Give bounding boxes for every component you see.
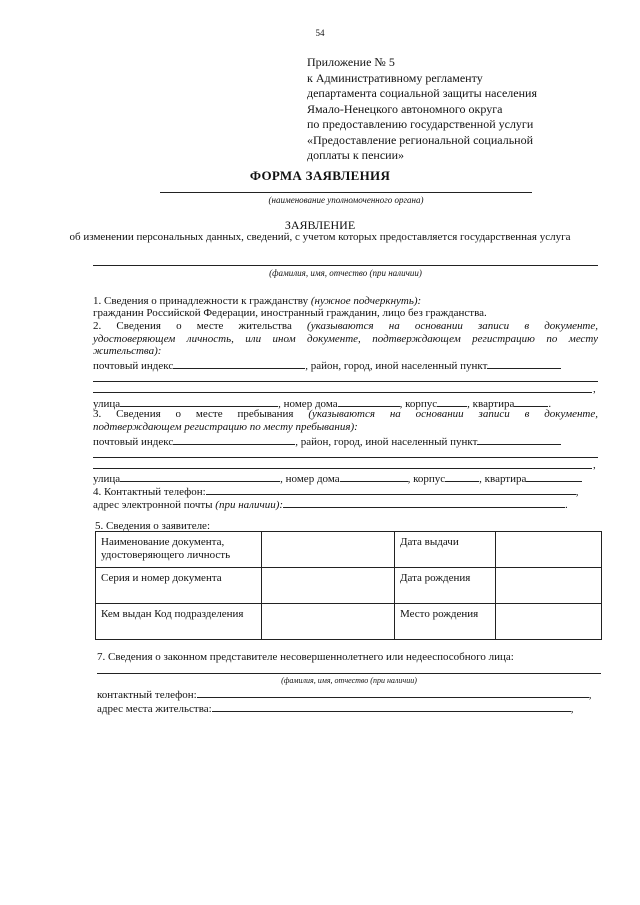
district-label: , район, город, иной населенный пункт [305, 360, 488, 372]
email-label: адрес электронной почты [93, 499, 213, 511]
rep-fio-caption: (фамилия, имя, отчество (при наличии) [281, 676, 417, 685]
building-label: , корпус [399, 398, 438, 410]
issued-by-label: Кем выдан Код подразделения [96, 604, 262, 640]
comma: , [575, 486, 579, 498]
appendix-line: доплаты к пенсии» [307, 148, 405, 162]
rep-phone-label: контактный телефон: [97, 689, 197, 701]
doc-name-value[interactable] [262, 532, 395, 568]
residence-line-1[interactable] [93, 381, 598, 382]
birth-place-label: Место рождения [395, 604, 496, 640]
rep-address-row [97, 701, 573, 716]
postal-label: почтовый индекс [93, 360, 174, 372]
section2-hint: (указываются на основании записи в документе, [307, 320, 598, 332]
section3-label [93, 408, 598, 421]
apartment-label: , квартира [479, 473, 527, 485]
postal-field[interactable] [173, 358, 305, 369]
house-field[interactable] [338, 396, 400, 407]
table-row [96, 532, 602, 568]
doc-number-label: Серия и номер документа [96, 568, 262, 604]
birth-place-value[interactable] [496, 604, 602, 640]
contact-phone-label: 4. Контактный телефон: [93, 486, 206, 498]
house-field[interactable] [340, 471, 408, 482]
contact-phone-field[interactable] [206, 484, 576, 495]
postal-field[interactable] [173, 434, 295, 445]
appendix-line: «Предоставление региональной социальной [307, 132, 534, 147]
section3-hint: (указываются на основании записи в документе, [308, 408, 598, 420]
form-title: ФОРМА ЗАЯВЛЕНИЯ [249, 168, 391, 183]
appendix-line: по предоставлению государственной услуги [307, 117, 534, 131]
rep-address-label: адрес места жительства: [97, 703, 212, 715]
apartment-field[interactable] [514, 396, 548, 407]
apartment-label: , квартира [467, 398, 515, 410]
section5-label: 5. Сведения о заявителе: [95, 520, 211, 532]
building-field[interactable] [437, 396, 467, 407]
statement-title: ЗАЯВЛЕНИЕ [284, 218, 356, 232]
issue-date-label: Дата выдачи [395, 532, 496, 568]
apartment-field[interactable] [526, 471, 582, 482]
street-field[interactable] [120, 396, 278, 407]
issue-date-value[interactable] [496, 532, 602, 568]
doc-name-label: Наименование документа, удостоверяющего личность [96, 532, 262, 568]
comma: , [588, 689, 592, 701]
stay-line-1[interactable] [93, 457, 598, 458]
email-field[interactable] [283, 497, 565, 508]
section3-hint-line2: подтверждающем регистрацию по месту пребывания): [93, 421, 358, 433]
rep-fio-field[interactable] [97, 673, 601, 674]
section7-label: 7. Сведения о законном представителе несовершеннолетнего или недееспособного лица: [97, 651, 514, 663]
statement-description: об изменении персональных данных, сведений, с учетом которых предоставляется государственная услуга [69, 231, 571, 243]
district-field[interactable] [487, 358, 561, 369]
email-row [93, 497, 568, 512]
birth-date-label: Дата рождения [395, 568, 496, 604]
organ-caption: (наименование уполномоченного органа) [268, 195, 424, 205]
appendix-line: Ямало-Ненецкого автономного округа [307, 101, 503, 116]
stay-line-2[interactable] [93, 468, 592, 469]
fio-field[interactable] [93, 265, 598, 266]
building-field[interactable] [445, 471, 479, 482]
section1-title: 1. Сведения о принадлежности к гражданству [93, 295, 309, 307]
table-row [96, 604, 602, 640]
street-label: улица [93, 398, 121, 410]
postal-label: почтовый индекс [93, 436, 174, 448]
doc-number-value[interactable] [262, 568, 395, 604]
comma: , [593, 383, 596, 395]
district-field[interactable] [477, 434, 561, 445]
period: . [548, 398, 552, 410]
street-field[interactable] [120, 471, 280, 482]
issued-by-value[interactable] [262, 604, 395, 640]
rep-phone-field[interactable] [197, 687, 589, 698]
birth-date-value[interactable] [496, 568, 602, 604]
section2-hint-line2: удостоверяющем личность, или ином документе, подтверждающем регистрацию по месту [93, 333, 598, 345]
appendix-line: к Административному регламенту [307, 70, 483, 85]
residence-postal-row [93, 358, 561, 373]
stay-postal-row [93, 434, 561, 449]
building-label: , корпус [407, 473, 446, 485]
appendix-line: Приложение № 5 [307, 55, 395, 69]
fio-caption: (фамилия, имя, отчество (при наличии) [269, 268, 422, 278]
email-hint: (при наличии): [215, 499, 284, 511]
rep-address-field[interactable] [212, 701, 571, 712]
appendix-header [307, 55, 627, 164]
section3-title: 3. Сведения о месте пребывания [93, 408, 294, 420]
street-label: улица [93, 473, 121, 485]
appendix-line: департамента социальной защиты населения [307, 86, 537, 100]
section2-hint-line3: жительства): [93, 345, 162, 357]
section2-label [93, 320, 598, 333]
section2-title: 2. Сведения о месте жительства [93, 320, 292, 332]
section1-hint: (нужное подчеркнуть): [310, 295, 422, 307]
house-label: , номер дома [280, 473, 340, 485]
page-number: 54 [315, 28, 325, 38]
district-label: , район, город, иной населенный пункт [295, 436, 478, 448]
citizenship-options[interactable]: гражданин Российской Федерации, иностранный гражданин, лицо без гражданства. [93, 307, 487, 319]
period: . [565, 499, 568, 511]
comma: , [593, 459, 596, 471]
rep-phone-row [97, 687, 591, 702]
comma: , [570, 703, 574, 715]
residence-line-2[interactable] [93, 392, 592, 393]
organ-name-field[interactable] [160, 192, 532, 193]
house-label: , номер дома [278, 398, 338, 410]
table-row [96, 568, 602, 604]
applicant-table [95, 531, 602, 640]
